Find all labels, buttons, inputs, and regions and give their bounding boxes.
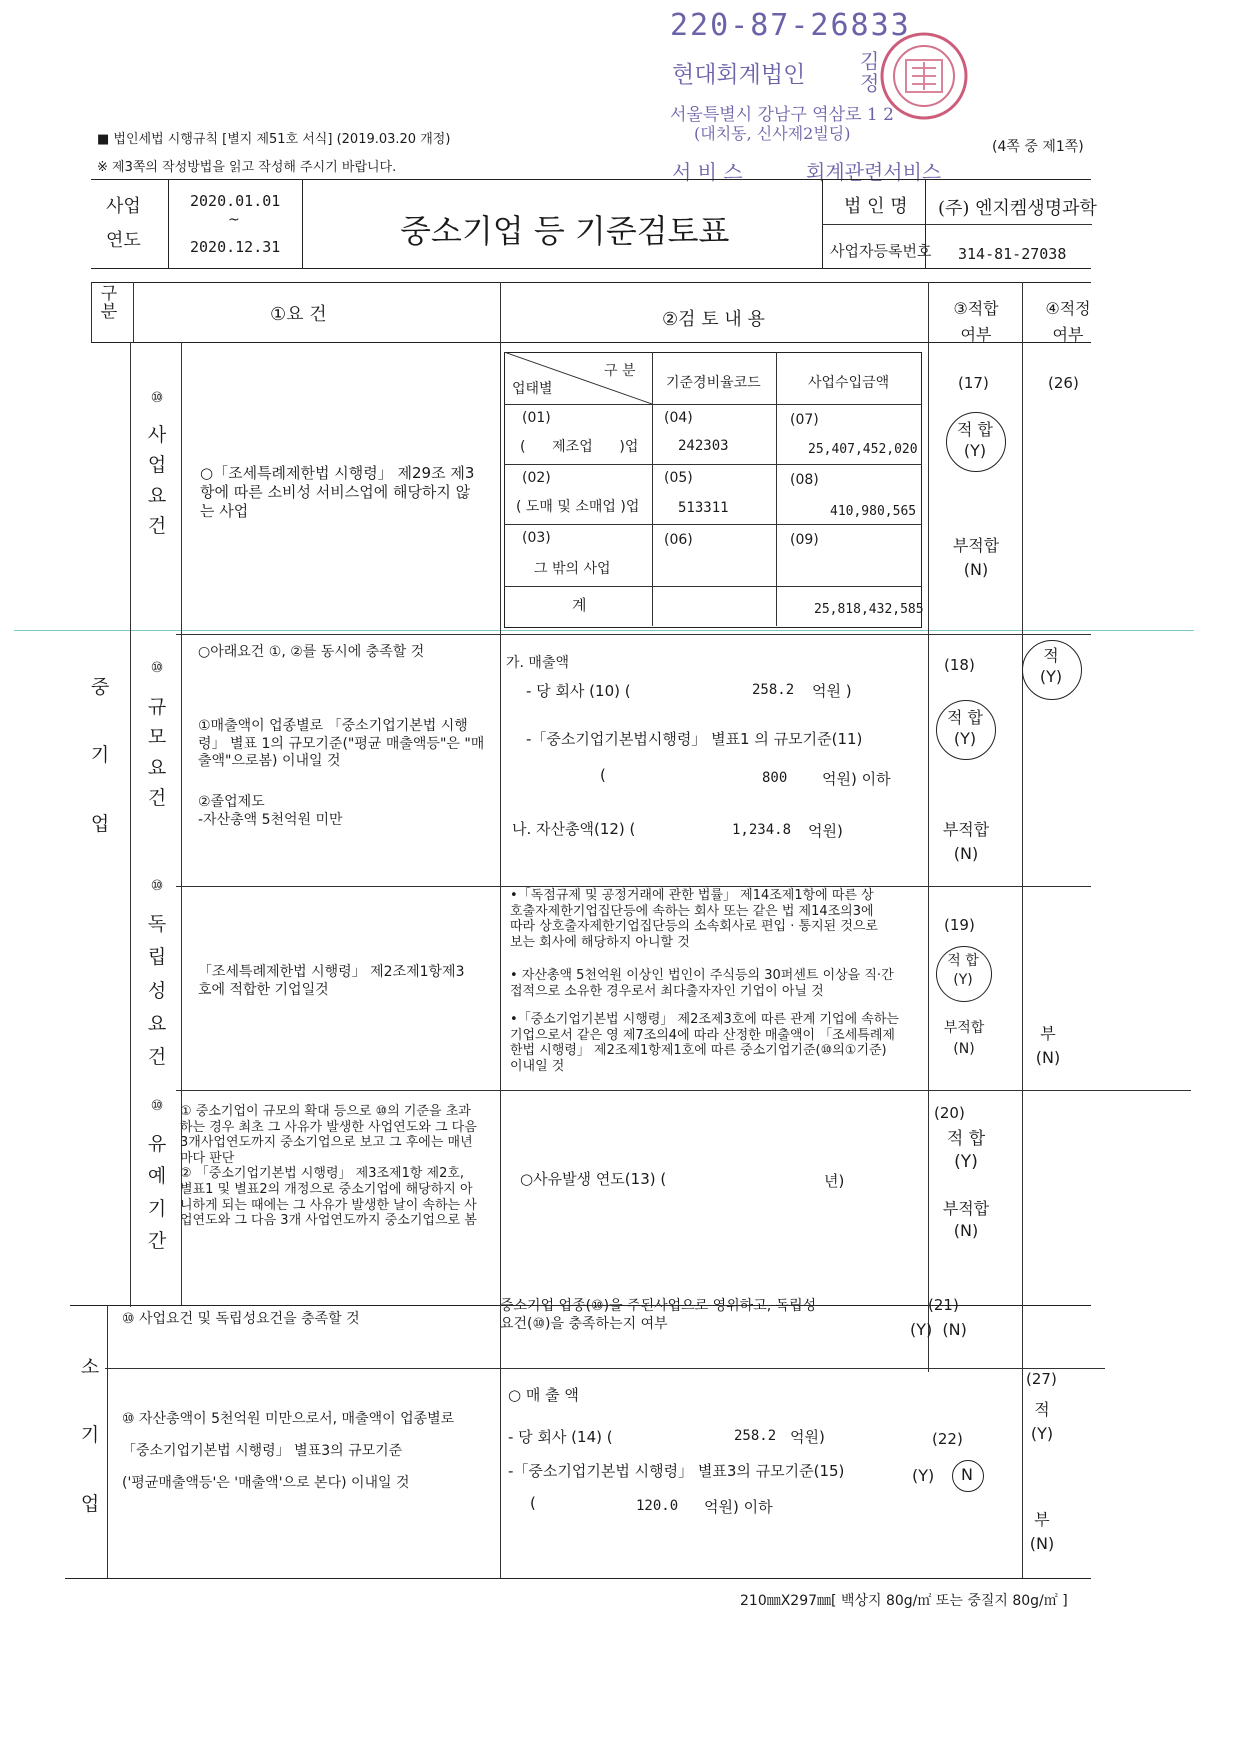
r103-ok-no: 부 (N)	[1035, 1024, 1061, 1067]
r102-review-a1: - 당 회사 (10) (	[526, 682, 631, 700]
stamp-firm: 현대회계법인	[672, 62, 806, 88]
r101-fit-number: (17)	[958, 374, 989, 392]
r103-fit-no: 부적합 (N)	[943, 1020, 985, 1057]
r102-review-a3-unit: 억원) 이하	[822, 770, 891, 788]
side-label-small: 소 기 업	[80, 1356, 100, 1515]
r102-review-a3-open: (	[600, 766, 606, 784]
page-indicator: (4쪽 중 제1쪽)	[992, 139, 1084, 155]
r104-requirement: ① 중소기업이 규모의 확대 등으로 ⑩의 기준을 초과하는 경우 최초 그 사유가 발생한 사업연도와 그 다음 3개사업연도까지 중소기업으로 보고 그 후에는 매년마다 판단 ② 「중소기업기본법 시행령」 제3조제1항 제2호, 별표1 및 별표2의 개정으로 중소기업에 해당하지 아니하게 되는 때에는 그 사유가 발생한 날이 속하는 사업연도와 그 다음 3개 사업연도까지 중소기업으로 봄	[180, 1104, 477, 1229]
period-tilde: ~	[228, 212, 240, 228]
r106-ok-yes: 적 (Y)	[1030, 1400, 1054, 1443]
r105-fit-yn: (Y) (N)	[910, 1320, 967, 1339]
r101-header-gubun: 구 분	[604, 363, 636, 379]
column-requirement: ①요 건	[270, 304, 327, 325]
r102-label: 규 모 요 건	[147, 696, 167, 810]
r104-review: ○사유발생 연도(13) (	[520, 1170, 667, 1188]
r106-review-3: -「중소기업기본법 시행령」 별표3의 규모기준(15)	[508, 1462, 845, 1480]
r101-row2-amount: 410,980,565	[830, 504, 917, 519]
r106-fit-number: (22)	[932, 1430, 963, 1448]
r103-review-2: • 자산총액 5천억원 이상인 법인이 주식등의 30퍼센트 이상을 직·간접적으로 소유한 경우로서 최다출자자인 기업이 아닐 것	[510, 968, 894, 999]
r101-header-amount: 사업수입금액	[808, 375, 890, 391]
r104-fit-yes: 적 합 (Y)	[946, 1129, 986, 1172]
r106-requirement-2: 「중소기업기본법 시행령」 별표3의 규모기준	[122, 1443, 403, 1459]
column-gubun: 구 분	[100, 284, 118, 322]
paper-spec-footer: 210㎜X297㎜[ 백상지 80g/㎡ 또는 중질지 80g/㎡ ]	[740, 1593, 1068, 1609]
r101-fit-no: 부적합 (N)	[952, 536, 1000, 579]
r103-review-1: •「독점규제 및 공정거래에 관한 법률」 제14조제1항에 따른 상호출자제한기업집단등에 속하는 회사 또는 같은 법 제14조의3에 따라 상호출자제한기업집단등의 소속회사로 편입 · 통지된 것으로 보는 회사에 해당하지 아니할 것	[510, 888, 878, 950]
r102-review-a1-unit: 억원 )	[812, 682, 852, 700]
r101-total-amount: 25,818,432,585	[814, 602, 924, 617]
r103-number: ⑩	[150, 878, 164, 894]
bizno-value: 314-81-27038	[958, 245, 1067, 263]
r104-fit-number: (20)	[934, 1104, 965, 1122]
r101-row2-code: 513311	[678, 500, 729, 516]
r106-requirement-3: ('평균매출액등'은 '매출액'으로 본다) 이내일 것	[122, 1475, 410, 1491]
r101-fit-yes: 적 합 (Y)	[957, 420, 993, 460]
side-label-sme: 중 기 업	[90, 676, 110, 835]
r102-requirement-3: ②졸업제도 -자산총액 5천억원 미만	[198, 794, 343, 828]
r102-ok-yes: 적 (Y)	[1039, 646, 1063, 686]
r106-review-4-value: 120.0	[636, 1498, 679, 1514]
r101-row2-amount-no: (08)	[790, 472, 819, 488]
r102-fit-no: 부적합 (N)	[942, 820, 990, 863]
r101-label: 사 업 요 건	[147, 424, 167, 538]
r101-total-label: 계	[572, 596, 587, 614]
company-seal	[878, 30, 970, 122]
r102-review-a1-value: 258.2	[752, 682, 795, 698]
r106-review-4-open: (	[530, 1494, 536, 1512]
column-review: ②검 토 내 용	[662, 309, 765, 330]
r101-row1-code-no: (04)	[664, 410, 693, 426]
r101-row1-name: ( 제조업 )업	[520, 439, 639, 455]
r102-review-a: 가. 매출액	[506, 655, 569, 671]
r106-review-2-value: 258.2	[734, 1428, 777, 1444]
corp-name: (주) 엔지켐생명과학	[938, 198, 1097, 219]
r102-requirement-2: ①매출액이 업종별로 「중소기업기본법 시행령」 별표 1의 규모기준("평균 매출액등"은 "매출액"으로봄) 이내일 것	[198, 718, 485, 769]
business-year-label: 사업	[106, 196, 141, 217]
r101-header-type: 업태별	[512, 381, 553, 397]
r101-row3-no: (03)	[522, 530, 551, 546]
r103-requirement: 「조세특례제한법 시행령」 제2조제1항제3호에 적합한 기업일것	[198, 964, 465, 998]
r104-fit-no: 부적합 (N)	[942, 1199, 990, 1241]
stamp-service-label: 서 비 스	[672, 160, 743, 184]
stamp-reg-no: 220-87-26833	[670, 8, 911, 43]
form-rule-reference: ■ 법인세법 시행규칙 [별지 제51호 서식] (2019.03.20 개정)	[97, 132, 451, 147]
r101-requirement: ○「조세특례제한법 시행령」 제29조 제3항에 따른 소비성 서비스업에 해당하지 않는 사업	[200, 464, 475, 520]
stamp-address-sub: (대치동, 신사제2빌딩)	[694, 124, 851, 143]
r104-review-unit: 년)	[824, 1172, 845, 1190]
r101-ok-number: (26)	[1048, 374, 1079, 392]
r101-row2-code-no: (05)	[664, 470, 693, 486]
r106-fit-y: (Y)	[912, 1466, 935, 1485]
form-title: 중소기업 등 기준검토표	[400, 212, 730, 250]
r101-number: ⑩	[150, 390, 164, 406]
bizno-label: 사업자등록번호	[830, 242, 932, 260]
r106-ok-no: 부 (N)	[1029, 1510, 1055, 1553]
r104-label: 유 예 기 간	[147, 1133, 167, 1252]
period-end: 2020.12.31	[190, 238, 281, 256]
r105-requirement: ⑩ 사업요건 및 독립성요건을 충족할 것	[122, 1311, 360, 1327]
r105-fit-number: (21)	[928, 1296, 959, 1314]
r101-row2-name: ( 도매 및 소매업 )업	[516, 499, 640, 515]
r101-row1-code: 242303	[678, 438, 729, 454]
r106-review-2: - 당 회사 (14) (	[508, 1428, 613, 1446]
r101-row3-amount-no: (09)	[790, 532, 819, 548]
r102-review-b-unit: 억원)	[808, 822, 843, 840]
r102-requirement-1: ○아래요건 ①, ②를 동시에 충족할 것	[198, 644, 425, 660]
r104-number: ⑩	[150, 1098, 164, 1114]
r102-fit-number: (18)	[944, 656, 975, 674]
r101-row1-no: (01)	[522, 410, 551, 426]
r102-review-b: 나. 자산총액(12) (	[512, 820, 636, 838]
r106-requirement-1: ⑩ 자산총액이 5천억원 미만으로서, 매출액이 업종별로	[122, 1411, 455, 1427]
r103-label: 독 립 성 요 건	[147, 913, 167, 1068]
business-year-label-2: 연도	[106, 230, 141, 251]
r103-fit-yes: 적 합 (Y)	[947, 953, 979, 988]
r103-review-3: •「중소기업기본법 시행령」 제2조제3호에 따른 관계 기업에 속하는 기업으로서 같은 영 제7조의4에 따라 산정한 매출액이 「조세특례제한법 시행령」 제2조제1항제1호에 따른 중소기업기준(⑩의①기준) 이내일 것	[510, 1012, 899, 1074]
r101-row2-no: (02)	[522, 470, 551, 486]
r106-review-4-unit: 억원) 이하	[704, 1498, 773, 1516]
r102-review-b-value: 1,234.8	[732, 822, 792, 838]
r106-review-2-unit: 억원)	[790, 1428, 825, 1446]
r102-fit-yes: 적 합 (Y)	[947, 708, 983, 748]
stamp-address: 서울특별시 강남구 역삼로 1 2	[670, 105, 894, 125]
r106-ok-number: (27)	[1026, 1370, 1057, 1388]
column-ok: ④적정 여부	[1045, 299, 1091, 344]
r102-number: ⑩	[150, 660, 164, 676]
r101-row1-amount-no: (07)	[790, 412, 819, 428]
stamp-service-value: 회계관련서비스	[806, 160, 942, 184]
r106-review-1: ○ 매 출 액	[508, 1386, 579, 1404]
column-fit: ③적합 여부	[953, 299, 999, 344]
r105-review: 중소기업 업종(⑩)을 주된사업으로 영위하고, 독립성요건(⑩)을 충족하는지 여부	[500, 1298, 817, 1332]
period-start: 2020.01.01	[190, 192, 281, 210]
r101-row1-amount: 25,407,452,020	[808, 442, 918, 457]
r101-header-code: 기준경비율코드	[666, 375, 761, 391]
r102-review-a3-value: 800	[762, 770, 788, 786]
r106-fit-n: N	[961, 1465, 973, 1484]
r102-review-a2: -「중소기업기본법시행령」 별표1 의 규모기준(11)	[526, 730, 863, 748]
form-instruction-note: ※ 제3쪽의 작성방법을 읽고 작성해 주시기 바랍니다.	[97, 160, 397, 175]
stamp-names: 김 정	[860, 49, 880, 95]
corp-name-label: 법 인 명	[844, 196, 908, 217]
r101-row3-code-no: (06)	[664, 532, 693, 548]
r103-fit-number: (19)	[944, 916, 975, 934]
r101-row3-name: 그 밖의 사업	[534, 561, 611, 577]
